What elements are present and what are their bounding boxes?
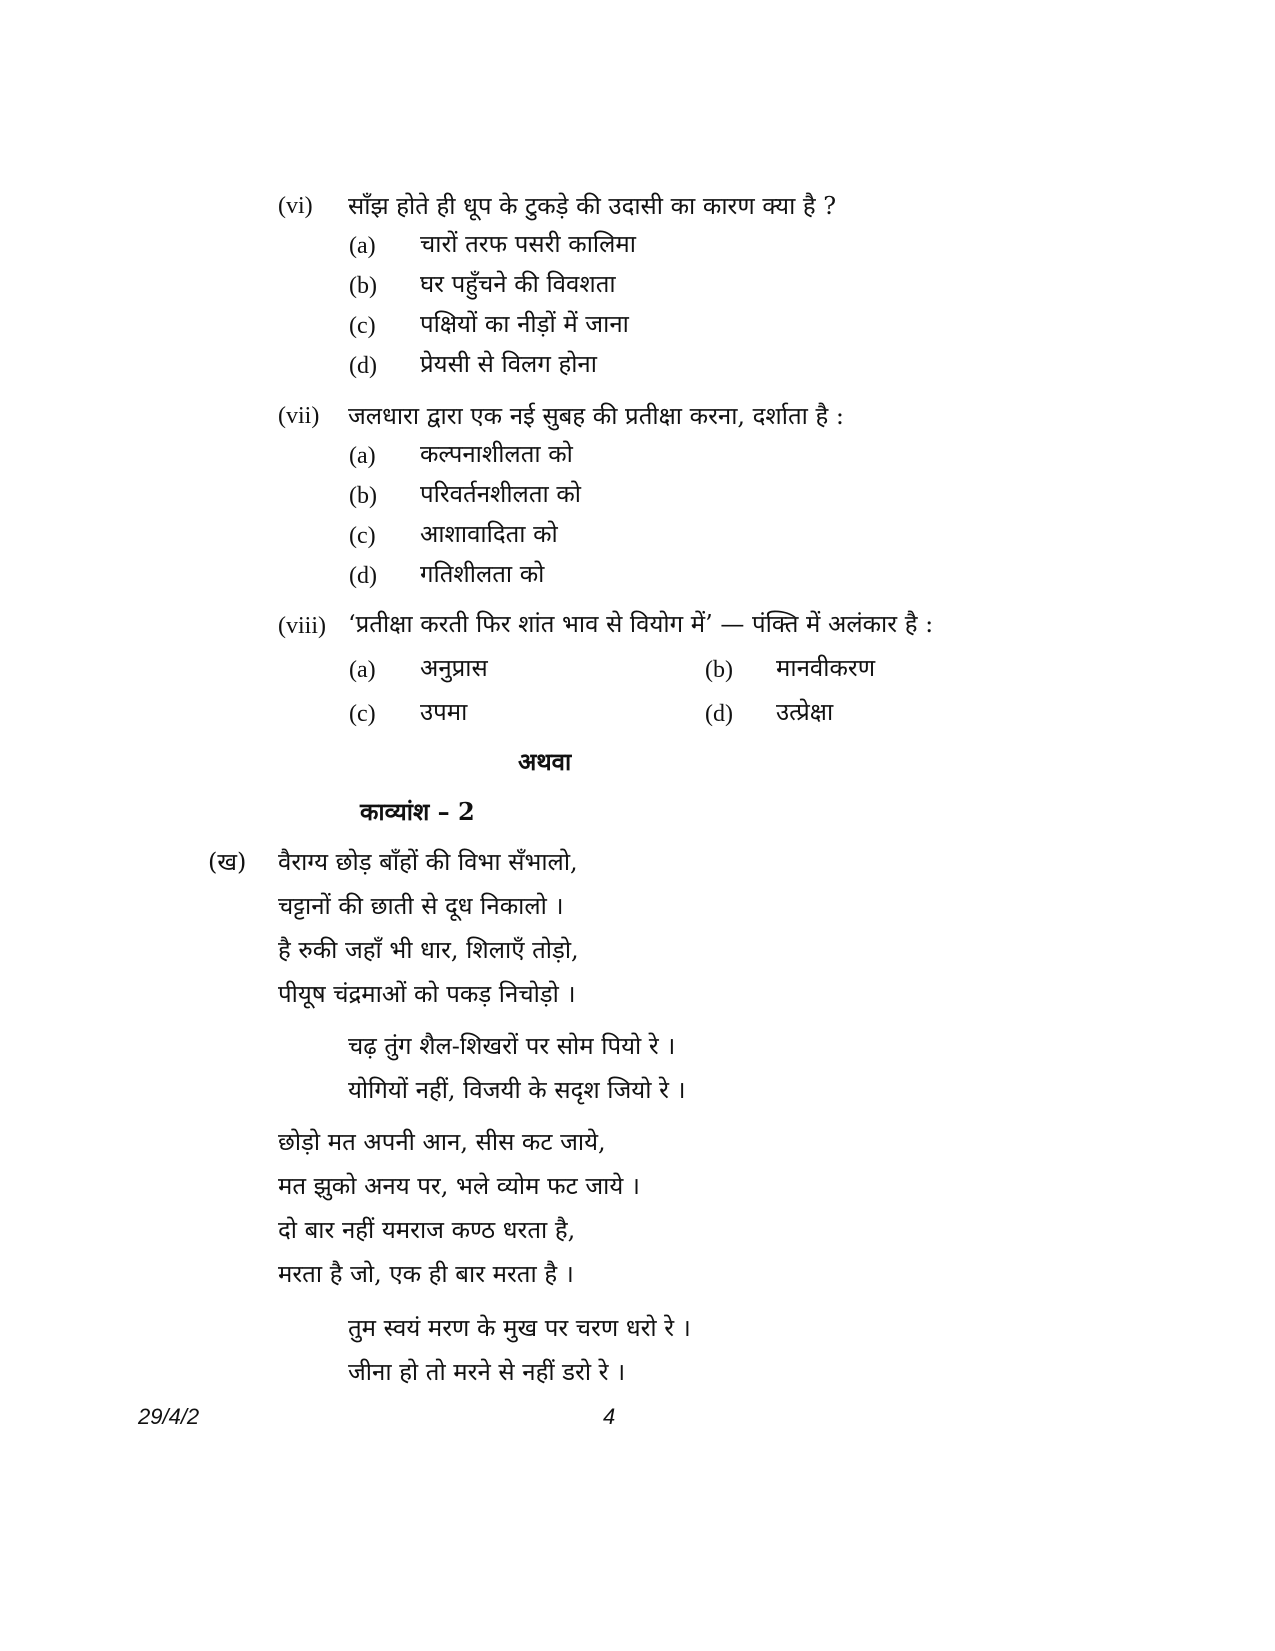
option-label: (b)	[705, 657, 733, 683]
option-label: (b)	[349, 483, 377, 509]
option-text: अनुप्रास	[420, 654, 488, 682]
poem-refrain-line: तुम स्वयं मरण के मुख पर चरण धरो रे ।	[348, 1314, 691, 1342]
question-number: (vii)	[278, 403, 320, 429]
question-number: (vi)	[278, 193, 313, 219]
poem-refrain-line: योगियों नहीं, विजयी के सदृश जियो रे ।	[348, 1076, 686, 1104]
or-heading: अथवा	[518, 747, 572, 776]
poem-line: चट्टानों की छाती से दूध निकालो ।	[278, 892, 564, 920]
option-text: मानवीकरण	[776, 654, 876, 682]
option-label: (a)	[349, 657, 376, 683]
poem-line: पीयूष चंद्रमाओं को पकड़ निचोड़ो ।	[278, 980, 576, 1008]
option-label: (c)	[349, 701, 376, 727]
poem-line: वैराग्य छोड़ बाँहों की विभा सँभालो,	[278, 848, 578, 876]
poem-label: (ख)	[208, 848, 247, 876]
option-text: प्रेयसी से विलग होना	[420, 350, 597, 378]
paper-code: 29/4/2	[138, 1404, 200, 1429]
option-label: (c)	[349, 523, 376, 549]
poem-line: मरता है जो, एक ही बार मरता है ।	[278, 1260, 574, 1288]
question-text: जलधारा द्वारा एक नई सुबह की प्रतीक्षा करना, दर्शाता है :	[348, 402, 844, 430]
option-text: आशावादिता को	[420, 520, 558, 548]
question-text: साँझ होते ही धूप के टुकड़े की उदासी का कारण क्या है ?	[348, 192, 837, 220]
poem-refrain-line: जीना हो तो मरने से नहीं डरो रे ।	[348, 1358, 626, 1386]
section-heading: काव्यांश – 2	[360, 797, 475, 826]
poem-line: मत झुको अनय पर, भले व्योम फट जाये ।	[278, 1172, 640, 1200]
option-label: (d)	[349, 563, 377, 589]
option-label: (a)	[349, 443, 376, 469]
option-label: (c)	[349, 313, 376, 339]
option-text: पक्षियों का नीड़ों में जाना	[420, 310, 629, 338]
option-label: (d)	[349, 353, 377, 379]
option-label: (b)	[349, 273, 377, 299]
option-text: कल्पनाशीलता को	[420, 440, 573, 468]
option-text: घर पहुँचने की विवशता	[420, 270, 616, 298]
question-number: (viii)	[278, 613, 326, 639]
poem-line: दो बार नहीं यमराज कण्ठ धरता है,	[278, 1216, 576, 1244]
option-text: उपमा	[420, 698, 468, 726]
option-text: उत्प्रेक्षा	[776, 698, 834, 726]
poem-line: है रुकी जहाँ भी धार, शिलाएँ तोड़ो,	[278, 936, 579, 964]
option-text: परिवर्तनशीलता को	[420, 480, 581, 508]
poem-line: छोड़ो मत अपनी आन, सीस कट जाये,	[278, 1128, 606, 1156]
option-label: (d)	[705, 701, 733, 727]
page-number: 4	[603, 1404, 616, 1429]
question-text: ‘प्रतीक्षा करती फिर शांत भाव से वियोग में’ — पंक्ति में अलंकार है :	[348, 610, 934, 638]
option-text: चारों तरफ पसरी कालिमा	[420, 230, 636, 258]
option-label: (a)	[349, 233, 376, 259]
poem-refrain-line: चढ़ तुंग शैल-शिखरों पर सोम पियो रे ।	[348, 1032, 676, 1060]
option-text: गतिशीलता को	[420, 560, 545, 588]
